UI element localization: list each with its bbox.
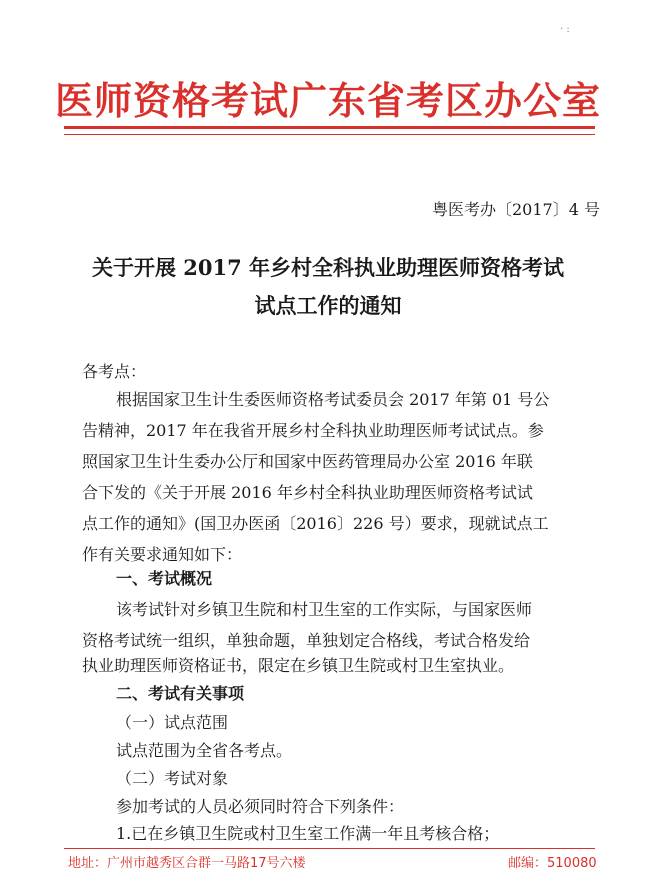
body-line: 告精神，2017 年在我省开展乡村全科执业助理医师考试试点。参 bbox=[82, 421, 544, 440]
list-item-1: 1.已在乡镇卫生院或村卫生室工作满一年且考核合格； bbox=[116, 824, 500, 843]
body-line: 执业助理医师资格证书，限定在乡镇卫生院或村卫生室执业。 bbox=[82, 656, 515, 675]
document-number: 粤医考办〔2017〕4 号 bbox=[432, 200, 600, 219]
body-line: 点工作的通知》(国卫办医函〔2016〕226 号）要求，现就试点工 bbox=[82, 514, 549, 533]
body-line: 根据国家卫生计生委医师资格考试委员会 2017 年第 01 号公 bbox=[116, 390, 550, 409]
letterhead-title: 医师资格考试广东省考区办公室 bbox=[54, 78, 601, 123]
letterhead-rule-thin bbox=[64, 134, 595, 135]
document-title-line-1: 关于开展 2017 年乡村全科执业助理医师资格考试 bbox=[91, 255, 565, 280]
subsection-heading-1: （一）试点范围 bbox=[116, 713, 229, 732]
section-heading-2: 二、考试有关事项 bbox=[116, 684, 245, 703]
document-title-line-2: 试点工作的通知 bbox=[254, 293, 402, 318]
body-line: 照国家卫生计生委办公厅和国家中医药管理局办公室 2016 年联 bbox=[82, 452, 533, 471]
body-line: 资格考试统一组织，单独命题，单独划定合格线，考试合格发给 bbox=[82, 631, 531, 650]
footer-address: 地址：广州市越秀区合群一马路17号六楼 bbox=[68, 856, 306, 871]
body-line: 试点范围为全省各考点。 bbox=[116, 741, 293, 760]
salutation: 各考点： bbox=[82, 362, 147, 381]
letterhead-rule-thick bbox=[64, 126, 595, 129]
body-line: 作有关要求通知如下： bbox=[82, 545, 243, 564]
body-line: 该考试针对乡镇卫生院和村卫生室的工作实际，与国家医师 bbox=[116, 600, 533, 619]
body-line: 合下发的《关于开展 2016 年乡村全科执业助理医师资格考试试 bbox=[82, 483, 533, 502]
body-line: 参加考试的人员必须同时符合下列条件： bbox=[116, 797, 405, 816]
footer-zip: 邮编：510080 bbox=[508, 856, 597, 871]
footer-rule bbox=[64, 848, 595, 849]
subsection-heading-2: （二）考试对象 bbox=[116, 769, 229, 788]
section-heading-1: 一、考试概况 bbox=[116, 569, 213, 588]
scan-mark: · : bbox=[560, 24, 570, 35]
